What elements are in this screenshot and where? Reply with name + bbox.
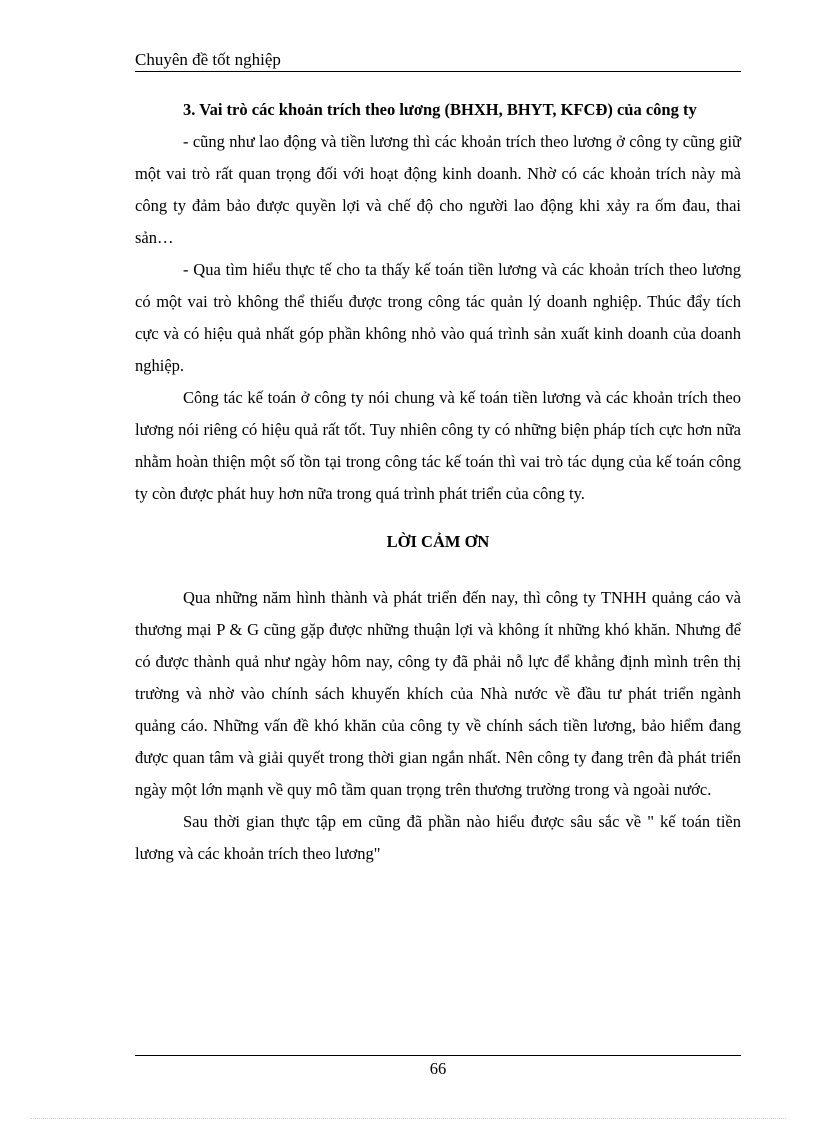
page-number: 66 xyxy=(429,1059,447,1078)
page-edge-divider xyxy=(30,1118,786,1119)
body-paragraph: - Qua tìm hiểu thực tế cho ta thấy kế toán tiền lương và các khoản trích theo lương có một vai trò không thể thiếu được trong công tác quản lý doanh nghiệp. Thúc đẩy tích cực và có hiệu quả nhất góp phần không nhỏ vào quá trình sản xuất kinh doanh của doanh nghiệp. xyxy=(135,260,741,375)
acknowledgement-title: LỜI CẢM ƠN xyxy=(386,532,490,551)
section-heading: 3. Vai trò các khoản trích theo lương (BHXH, BHYT, KFCĐ) của công ty xyxy=(183,100,697,119)
body-paragraph: - cũng như lao động và tiền lương thì các khoản trích theo lương ở công ty cũng giữ một vai trò rất quan trọng đối với hoạt động kinh doanh. Nhờ có các khoản trích này mà công ty đảm bảo được quyền lợi và chế độ cho người lao động khi xảy ra ốm đau, thai sản… xyxy=(135,132,741,247)
footer-rule xyxy=(135,1055,741,1056)
body-paragraph: Sau thời gian thực tập em cũng đã phần nào hiểu được sâu sắc về " kế toán tiền lương và các khoản trích theo lương" xyxy=(135,812,741,863)
header-title: Chuyên đề tốt nghiệp xyxy=(135,50,281,69)
body-paragraph: Qua những năm hình thành và phát triển đến nay, thì công ty TNHH quảng cáo và thương mại P & G cũng gặp được những thuận lợi và không ít những khó khăn. Nhưng để có được thành quả như ngày hôm nay, công ty đã phải nỗ lực để khẳng định mình trên thị trường và nhờ vào chính sách khuyến khích của Nhà nước về đầu tư phát triển ngành quảng cáo. Những vấn đề khó khăn của công ty về chính sách tiền lương, bảo hiểm đang được quan tâm và giải quyết trong thời gian ngắn nhất. Nên công ty đang trên đà phát triển ngày một lớn mạnh về quy mô tầm quan trọng trên thương trường trong và ngoài nước. xyxy=(135,588,741,799)
header-rule xyxy=(135,71,741,72)
body-paragraph: Công tác kế toán ở công ty nói chung và kế toán tiền lương và các khoản trích theo lương nói riêng có hiệu quả rất tốt. Tuy nhiên công ty có những biện pháp tích cực hơn nữa nhằm hoàn thiện một số tồn tại trong công tác kế toán thì vai trò tác dụng của kế toán công ty còn được phát huy hơn nữa trong quá trình phát triển của công ty. xyxy=(135,388,741,503)
page-content xyxy=(135,94,741,870)
